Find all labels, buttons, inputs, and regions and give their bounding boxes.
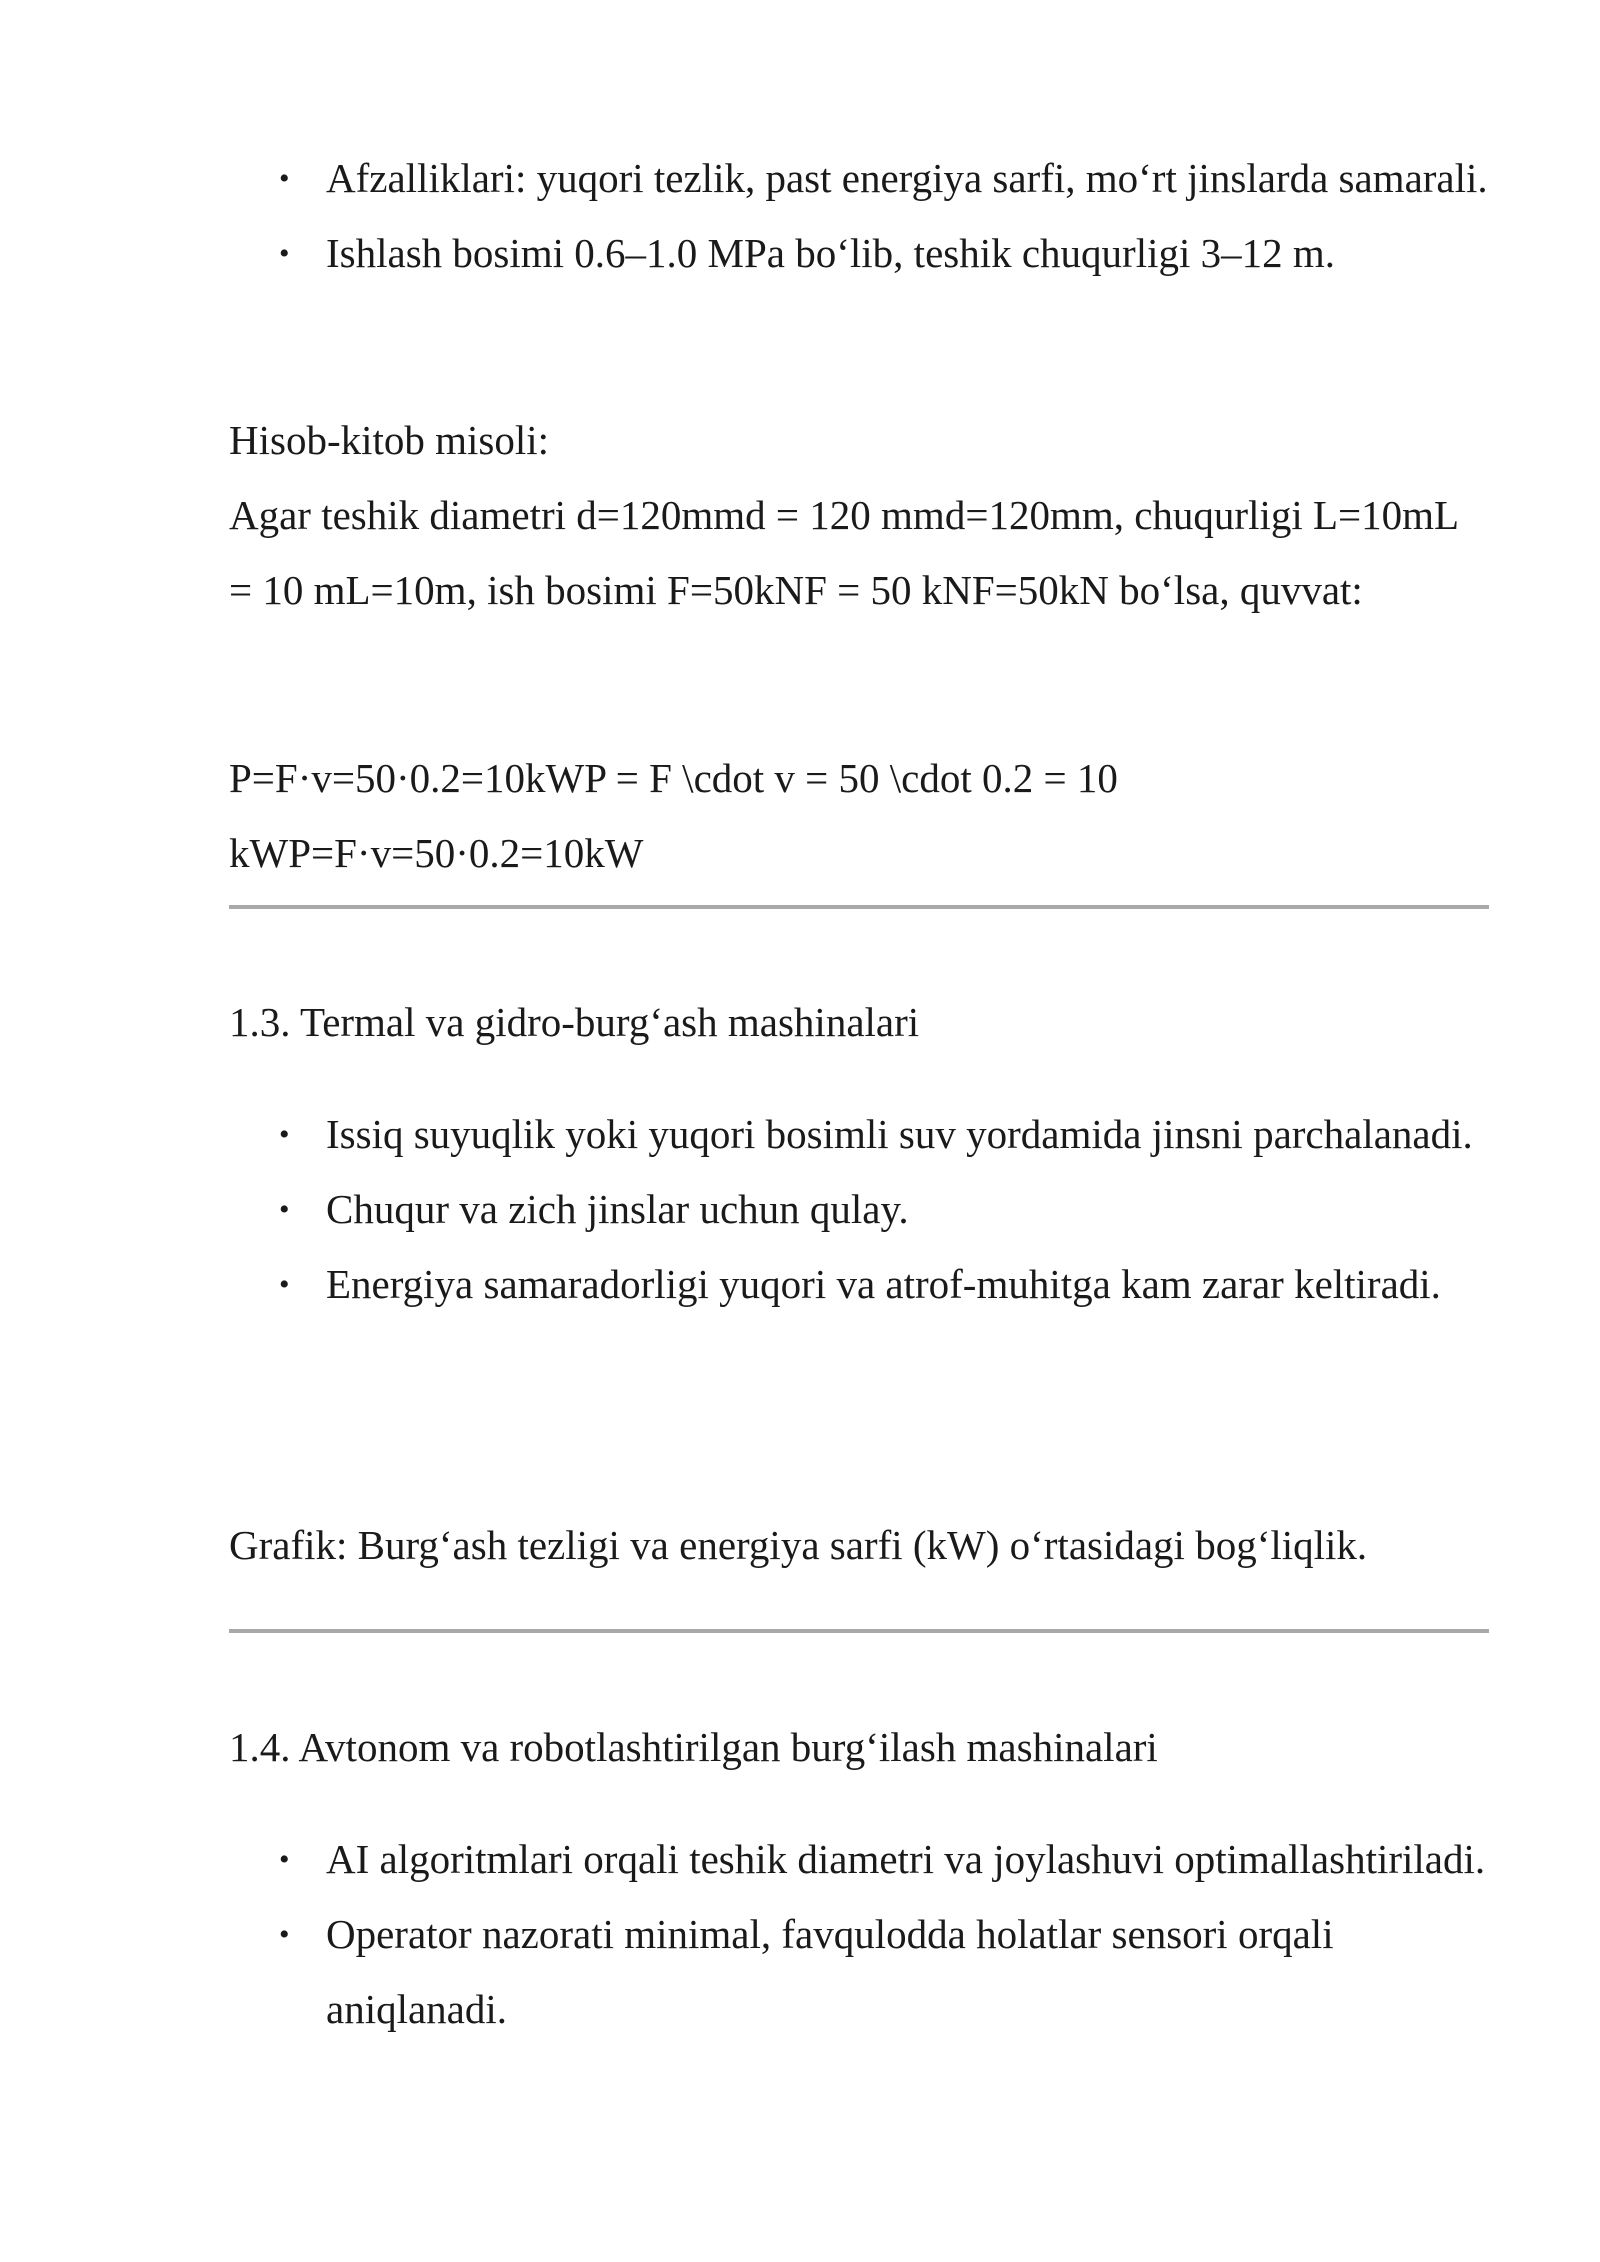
bullet: • bbox=[279, 1193, 290, 1226]
bullet: • bbox=[279, 1918, 290, 1951]
list-item bbox=[229, 1097, 1489, 1172]
list-item bbox=[229, 216, 1489, 291]
bullet: • bbox=[279, 1843, 290, 1876]
bullet: • bbox=[279, 237, 290, 270]
list-item bbox=[229, 1172, 1489, 1247]
section-heading-1-4: 1.4. Avtonom va robotlashtirilgan burg‘ilash mashinalari bbox=[229, 1724, 1158, 1770]
list-item bbox=[229, 141, 1489, 216]
list-item bbox=[229, 1247, 1489, 1322]
list-item-text: Chuqur va zich jinslar uchun qulay. bbox=[326, 1186, 909, 1232]
list-item-text: Afzalliklari: yuqori tezlik, past energiya sarfi, mo‘rt jinslarda samarali. bbox=[326, 155, 1488, 201]
section-heading-1-3: 1.3. Termal va gidro-burg‘ash mashinalari bbox=[229, 999, 920, 1045]
bullet: • bbox=[279, 1118, 290, 1151]
bullet: • bbox=[279, 1268, 290, 1301]
list-item bbox=[229, 1822, 1489, 1897]
list-item-text: Ishlash bosimi 0.6–1.0 MPa bo‘lib, teshik chuqurligi 3–12 m. bbox=[326, 230, 1336, 276]
list-item-text: AI algoritmlari orqali teshik diametri va joylashuvi optimallashtiriladi. bbox=[326, 1836, 1486, 1882]
power-formula: P=F·v=50·0.2=10kWP = F \cdot v = 50 \cdot 0.2 = 10 kWP=F·v=50·0.2=10kW bbox=[229, 755, 1118, 876]
example-text: Agar teshik diametri d=120mmd = 120 mmd=120mm, chuqurligi L=10mL = 10 mL=10m, ish bosimi F=50kNF = 50 kNF=50kN bo‘lsa, quvvat: bbox=[229, 492, 1458, 613]
horizontal-rule bbox=[229, 1629, 1489, 1633]
graph-note: Grafik: Burg‘ash tezligi va energiya sarfi (kW) o‘rtasidagi bog‘liqlik. bbox=[229, 1522, 1368, 1568]
horizontal-rule bbox=[229, 905, 1489, 909]
example-title: Hisob-kitob misoli: bbox=[229, 417, 550, 463]
thermal-hydro-list bbox=[229, 1097, 1489, 1322]
list-item-text: Energiya samaradorligi yuqori va atrof-muhitga kam zarar keltiradi. bbox=[326, 1261, 1441, 1307]
autonomous-list bbox=[229, 1822, 1489, 2047]
list-item-text: Issiq suyuqlik yoki yuqori bosimli suv yordamida jinsni parchalanadi. bbox=[326, 1111, 1473, 1157]
list-item-text: Operator nazorati minimal, favqulodda holatlar sensori orqali aniqlanadi. bbox=[326, 1911, 1334, 2032]
bullet: • bbox=[279, 162, 290, 195]
list-item bbox=[229, 1897, 1489, 2047]
advantages-list bbox=[229, 141, 1489, 291]
